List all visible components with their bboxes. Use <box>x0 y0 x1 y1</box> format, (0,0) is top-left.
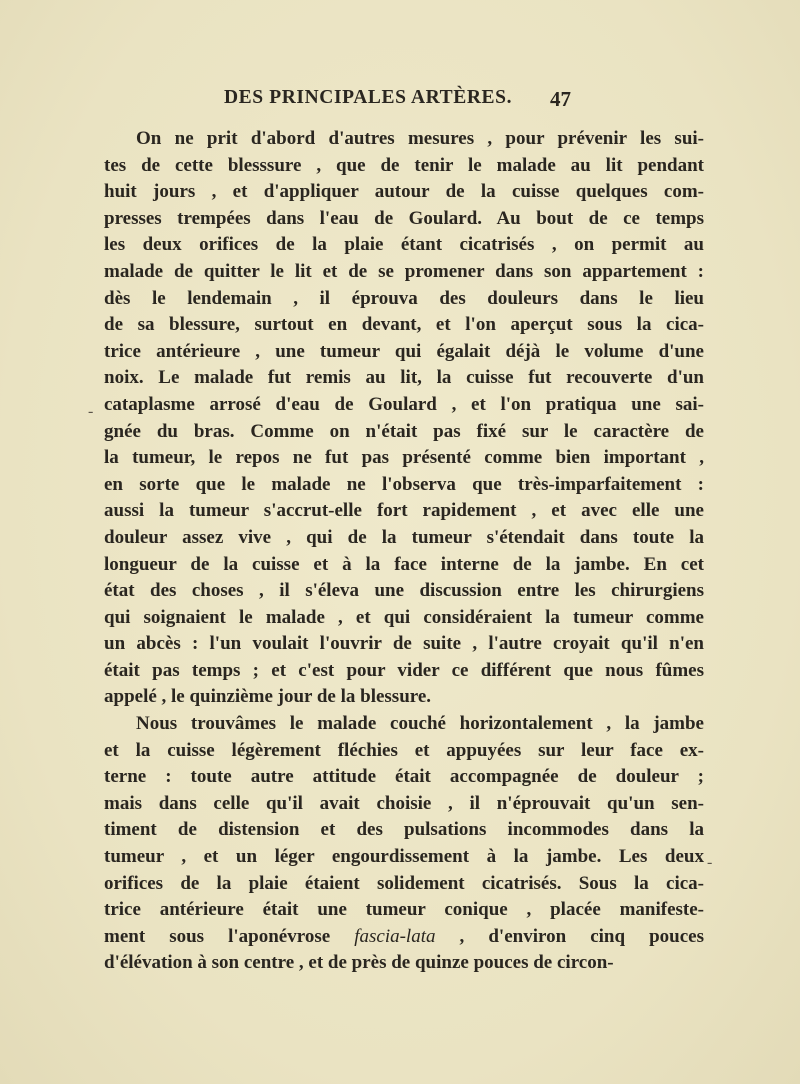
text-line: orifices de la plaie étaient solidement cicatrisés. Sous la cica- <box>104 872 704 894</box>
text-line: timent de distension et des pulsations incommodes dans la <box>104 819 704 841</box>
text-line: presses trempées dans l'eau de Goulard. Au bout de ce temps <box>104 207 704 229</box>
text-line: malade de quitter le lit et de se promener dans son appartement : <box>104 260 704 282</box>
page-header <box>0 83 800 113</box>
text-line: dès le lendemain , il éprouva des douleurs dans le lieu <box>104 287 704 309</box>
body-text <box>104 126 704 1046</box>
text-line: de sa blessure, surtout en devant, et l'on aperçut sous la cica- <box>104 314 704 336</box>
text-line: état des choses , il s'éleva une discussion entre les chirurgiens <box>104 580 704 602</box>
running-head: DES PRINCIPALES ARTÈRES. <box>224 87 513 108</box>
italic-term: fascia-lata <box>354 925 436 947</box>
text-line: trice antérieure était une tumeur conique , placée manifeste- <box>104 899 704 921</box>
text-line: en sorte que le malade ne l'observa que très-imparfaitement : <box>104 473 704 495</box>
text-line: était pas temps ; et c'est pour vider ce différent que nous fûmes <box>104 659 704 681</box>
text-line: mais dans celle qu'il avait choisie , il n'éprouvait qu'un sen- <box>104 792 704 814</box>
paragraph-2 <box>104 711 704 977</box>
text-line: cataplasme arrosé d'eau de Goulard , et l'on pratiqua une sai- <box>104 393 704 415</box>
text-line: et la cuisse légèrement fléchies et appuyées sur leur face ex- <box>104 739 704 761</box>
paragraph-1 <box>104 126 704 711</box>
text-line: ment sous l'aponévrose fascia-lata , d'environ cinq pouces <box>104 925 704 947</box>
text-line: noix. Le malade fut remis au lit, la cuisse fut recouverte d'un <box>104 367 704 389</box>
text-line: aussi la tumeur s'accrut-elle fort rapidement , et avec elle une <box>104 500 704 522</box>
text-line: On ne prit d'abord d'autres mesures , pour prévenir les sui- <box>136 128 704 149</box>
text-line: d'élévation à son centre , et de près de quinze pouces de circon- <box>104 952 614 974</box>
text-line: appelé , le quinzième jour de la blessure. <box>104 686 432 708</box>
text-line: huit jours , et d'appliquer autour de la cuisse quelques com- <box>104 181 704 203</box>
text-line: douleur assez vive , qui de la tumeur s'étendait dans toute la <box>104 526 704 548</box>
text-line: la tumeur, le repos ne fut pas présenté comme bien important , <box>104 447 704 469</box>
margin-dash: - <box>88 403 94 420</box>
text-line: gnée du bras. Comme on n'était pas fixé sur le caractère de <box>104 420 704 442</box>
page-number: 47 <box>550 87 571 111</box>
text-line: les deux orifices de la plaie étant cicatrisés , on permit au <box>104 234 704 256</box>
text-line: qui soignaient le malade , et qui considéraient la tumeur comme <box>104 606 704 628</box>
margin-dash: - <box>707 854 713 871</box>
text-line: un abcès : l'un voulait l'ouvrir de suite , l'autre croyait qu'il n'en <box>104 633 704 655</box>
text-line: trice antérieure , une tumeur qui égalait déjà le volume d'une <box>104 340 704 362</box>
text-line: tes de cette blesssure , que de tenir le malade au lit pendant <box>104 154 704 176</box>
text-line: tumeur , et un léger engourdissement à la jambe. Les deux <box>104 846 704 868</box>
text-line: terne : toute autre attitude était accompagnée de douleur ; <box>104 766 704 788</box>
text-line: Nous trouvâmes le malade couché horizontalement , la jambe <box>136 713 704 735</box>
text-line: longueur de la cuisse et à la face interne de la jambe. En cet <box>104 553 704 575</box>
